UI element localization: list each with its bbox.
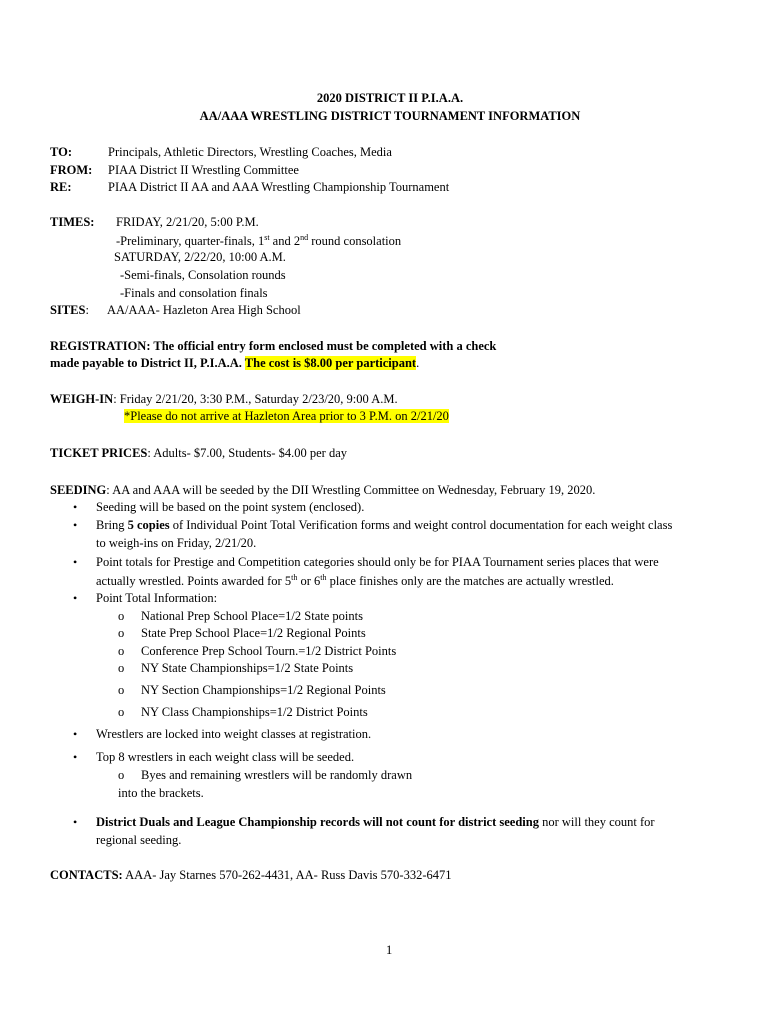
seeding-bullet-1: Seeding will be based on the point system (enclosed). [96,500,365,514]
to-label: TO: [50,145,72,159]
times-saturday-detail-2: -Finals and consolation finals [120,286,268,300]
seeding-bullet-6: Top 8 wrestlers in each weight class will be seeded. [96,750,355,764]
seeding-bullet-5: Wrestlers are locked into weight classes at registration. [96,727,372,741]
sub-item: NY Class Championships=1/2 District Points [141,705,368,719]
seeding-bullet-7-cont: regional seeding. [96,833,182,847]
times-saturday: SATURDAY, 2/22/20, 10:00 A.M. [114,250,286,264]
sub-bullet-icon: o [118,626,125,640]
seeding-bullet-3: Point totals for Prestige and Competition categories should only be for PIAA Tournament series places that were [96,555,659,569]
sub-bullet-icon: o [118,661,125,675]
seeding-bullet-3-cont: actually wrestled. Points awarded for 5th or 6th place finishes only are the matches are actually wrestled. [96,573,614,589]
bullet-icon: • [73,500,78,514]
registration-line-1: REGISTRATION: The official entry form enclosed must be completed with a check [50,339,497,353]
page-number: 1 [386,943,393,957]
sub-item: NY Section Championships=1/2 Regional Points [141,683,386,697]
bullet-icon: • [73,750,78,764]
ticket-prices-line: TICKET PRICES: Adults- $7.00, Students- $4.00 per day [50,446,348,460]
re-value: PIAA District II AA and AAA Wrestling Championship Tournament [108,180,450,194]
bullet-icon: • [73,727,78,741]
contacts-line: CONTACTS: AAA- Jay Starnes 570-262-4431, AA- Russ Davis 570-332-6471 [50,868,452,882]
seeding-bullet-2: Bring 5 copies of Individual Point Total Verification forms and weight control documentation for each weight class [96,518,673,532]
bullet-icon: • [73,518,78,532]
weighin-note: *Please do not arrive at Hazleton Area prior to 3 P.M. on 2/21/20 [124,409,449,423]
from-label: FROM: [50,163,93,177]
sub-bullet-icon: o [118,705,125,719]
times-friday-detail: -Preliminary, quarter-finals, 1st and 2nd round consolation [116,233,402,249]
seeding-line: SEEDING: AA and AAA will be seeded by the DII Wrestling Committee on Wednesday, February 19, 2020. [50,483,596,497]
sub-bullet-icon: o [118,609,125,623]
bullet-icon: • [73,555,78,569]
seeding-bullet-4: Point Total Information: [96,591,218,605]
weighin-line: WEIGH-IN: Friday 2/21/20, 3:30 P.M., Saturday 2/23/20, 9:00 A.M. [50,392,398,406]
to-value: Principals, Athletic Directors, Wrestling Coaches, Media [108,145,392,159]
times-label: TIMES: [50,215,95,229]
from-value: PIAA District II Wrestling Committee [108,163,299,177]
registration-line-2: made payable to District II, P.I.A.A. The cost is $8.00 per participant. [50,356,420,370]
sub-item: State Prep School Place=1/2 Regional Points [141,626,366,640]
sub-bullet-icon: o [118,644,125,658]
title-line-2: AA/AAA WRESTLING DISTRICT TOURNAMENT INFORMATION [199,109,581,123]
title-line-1: 2020 DISTRICT II P.I.A.A. [316,91,464,105]
bullet-icon: • [73,815,78,829]
bullet-icon: • [73,591,78,605]
sub-item: NY State Championships=1/2 State Points [141,661,354,675]
registration-cost-highlight: The cost is $8.00 per participant [244,356,417,370]
seeding-bullet-6-sub: Byes and remaining wrestlers will be randomly drawn [141,768,413,782]
sub-item: Conference Prep School Tourn.=1/2 District Points [141,644,397,658]
seeding-bullet-7: District Duals and League Championship records will not count for district seeding nor will they count for [96,815,655,829]
sites-line: SITES: [50,303,89,317]
sub-bullet-icon: o [118,768,125,782]
times-friday: FRIDAY, 2/21/20, 5:00 P.M. [116,215,259,229]
times-saturday-detail-1: -Semi-finals, Consolation rounds [120,268,286,282]
re-label: RE: [50,180,72,194]
sub-bullet-icon: o [118,683,125,697]
seeding-bullet-2-cont: to weigh-ins on Friday, 2/21/20. [96,536,257,550]
sub-item: National Prep School Place=1/2 State points [141,609,363,623]
sites-value: AA/AAA- Hazleton Area High School [107,303,301,317]
seeding-bullet-6-sub-cont: into the brackets. [118,786,204,800]
